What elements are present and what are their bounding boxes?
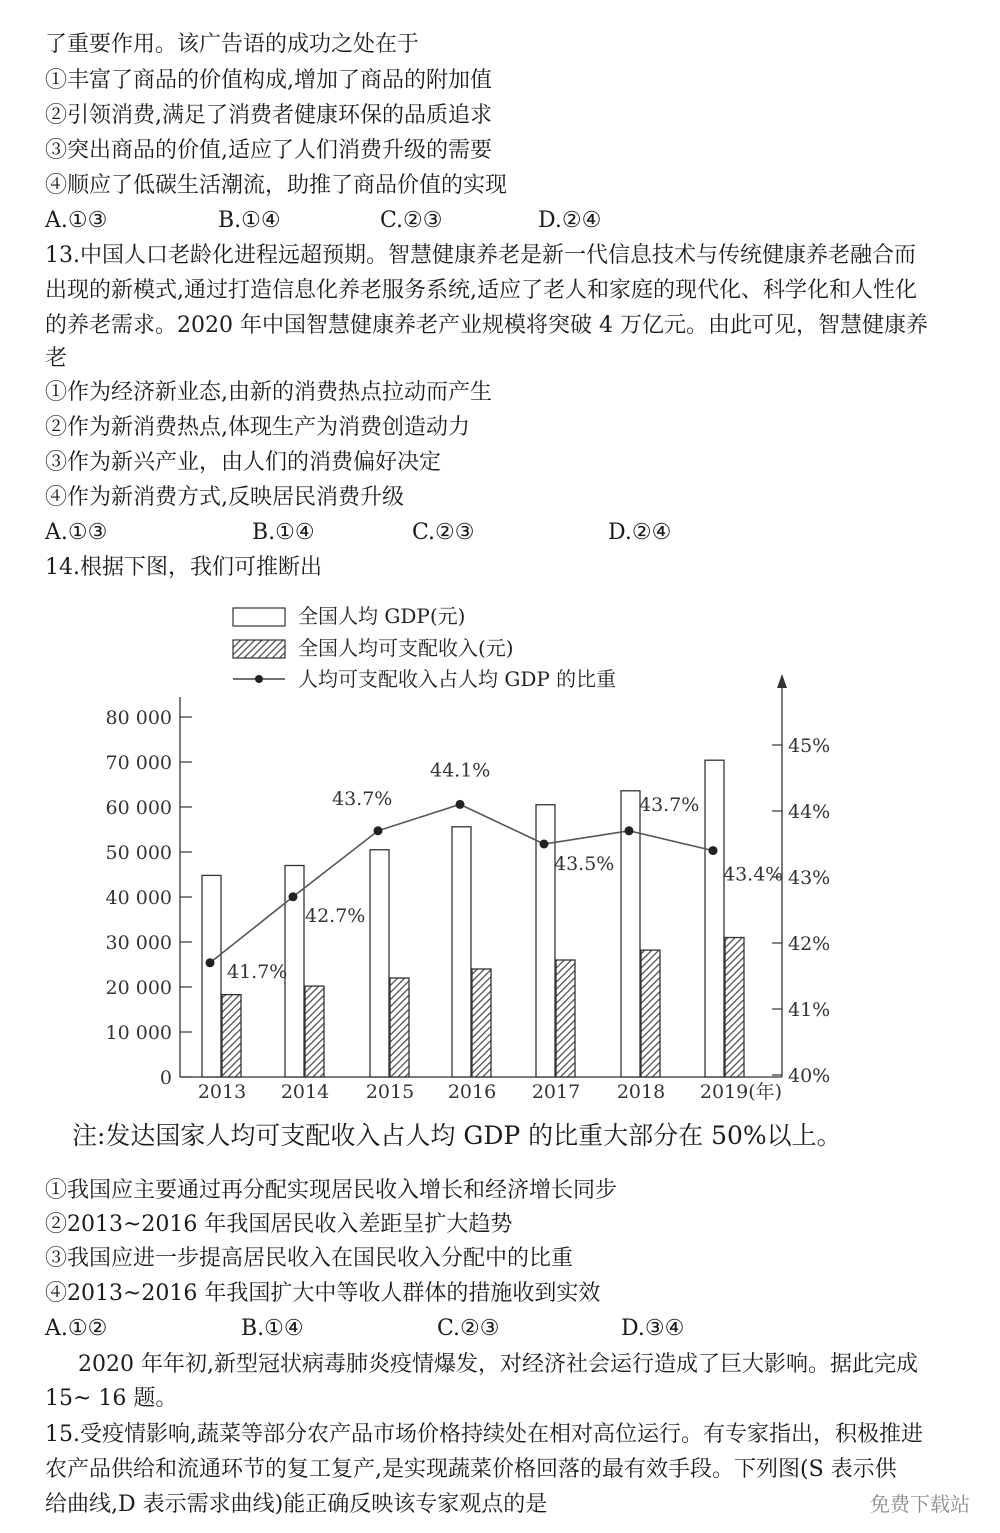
q13-stem-line: 出现的新模式,通过打造信息化养老服务系统,适应了老人和家庭的现代化、科学化和人性化 [45, 278, 917, 303]
x-tick-label: 2013 [197, 1081, 247, 1103]
bar-income [725, 938, 744, 1078]
y2-tick-label: 43% [788, 867, 831, 889]
q13-item: ②作为新消费热点,体现生产为消费创造动力 [45, 415, 470, 440]
q13-stem-line: 老 [45, 346, 68, 371]
ratio-point [709, 846, 718, 855]
q14-item: ④2013~2016 年我国扩大中等收人群体的措施收到实效 [45, 1281, 601, 1306]
q12-intro: 了重要作用。该广告语的成功之处在于 [45, 32, 420, 57]
bar-income [390, 978, 409, 1077]
bar-gdp [452, 827, 471, 1077]
q13-item: ①作为经济新业态,由新的消费热点拉动而产生 [45, 380, 492, 405]
q13-item: ③作为新兴产业，由人们的消费偏好决定 [45, 450, 442, 475]
y2-tick-label: 44% [788, 801, 831, 823]
q15-stem-line: 农产品供给和流通环节的复工复产,是实现蔬菜价格回落的最有效手段。下列图(S 表示供 [45, 1457, 897, 1482]
ratio-label: 42.7% [305, 904, 366, 927]
legend-swatch-income [233, 640, 285, 658]
q12-item: ①丰富了商品的价值构成,增加了商品的附加值 [45, 68, 492, 93]
q12-item: ④顺应了低碳生活潮流，助推了商品价值的实现 [45, 173, 508, 198]
y-tick-label: 30 000 [105, 932, 172, 954]
y-tick-label: 60 000 [105, 797, 172, 819]
q14-option-a[interactable]: A.①② [45, 1316, 108, 1341]
ratio-point [206, 958, 215, 967]
q14-item: ③我国应进一步提高居民收入在国民收入分配中的比重 [45, 1246, 574, 1271]
bar-gdp [370, 850, 389, 1077]
legend-label-ratio: 人均可支配收入占人均 GDP 的比重 [298, 667, 617, 691]
y-axis-right-arrow [777, 674, 787, 688]
x-tick-label: 2016 [447, 1081, 497, 1103]
q12-option-b[interactable]: B.①④ [218, 208, 281, 233]
legend-label-gdp: 全国人均 GDP(元) [298, 604, 466, 628]
y-tick-label: 40 000 [105, 887, 172, 909]
bar-gdp [705, 760, 724, 1077]
ratio-point [289, 892, 298, 901]
legend-label-income: 全国人均可支配收入(元) [298, 636, 514, 660]
ratio-label: 43.7% [332, 787, 393, 810]
q14-option-c[interactable]: C.②③ [437, 1316, 500, 1341]
q12-option-d[interactable]: D.②④ [538, 208, 602, 233]
y2-tick-label: 42% [788, 933, 831, 955]
x-tick-label: 2014 [280, 1081, 330, 1103]
y2-tick-label: 40% [788, 1065, 831, 1087]
bar-gdp [202, 875, 221, 1077]
ratio-label: 41.7% [227, 960, 288, 983]
context-line: 15~ 16 题。 [45, 1386, 178, 1411]
ratio-point [540, 840, 549, 849]
q14-option-b[interactable]: B.①④ [241, 1316, 304, 1341]
q13-option-b[interactable]: B.①④ [252, 520, 315, 545]
x-tick-label: 2017 [531, 1081, 581, 1103]
q13-stem-line: 13.中国人口老龄化进程远超预期。智慧健康养老是新一代信息技术与传统健康养老融合而 [45, 243, 916, 268]
y-tick-label: 80 000 [105, 707, 172, 729]
q14-item: ①我国应主要通过再分配实现居民收入增长和经济增长同步 [45, 1178, 618, 1203]
q12-item: ②引领消费,满足了消费者健康环保的品质追求 [45, 103, 492, 128]
ratio-label: 43.5% [554, 853, 615, 875]
q12-item: ③突出商品的价值,适应了人们消费升级的需要 [45, 138, 492, 163]
chart-note: 注:发达国家人均可支配收入占人均 GDP 的比重大部分在 50%以上。 [72, 1121, 842, 1150]
q13-option-d[interactable]: D.②④ [608, 520, 672, 545]
legend-swatch-gdp [233, 608, 285, 626]
q12-option-a[interactable]: A.①③ [45, 208, 108, 233]
legend-marker-ratio [255, 675, 263, 683]
q13-stem-line: 的养老需求。2020 年中国智慧健康养老产业规模将突破 4 万亿元。由此可见，智慧健康养 [45, 313, 928, 338]
chart [0, 590, 1000, 1110]
bar-income [472, 969, 491, 1077]
ratio-label: 43.4% [723, 863, 784, 886]
y2-tick-label: 45% [788, 735, 831, 757]
y2-tick-label: 41% [788, 999, 831, 1021]
chart-legend [233, 604, 616, 691]
y-tick-label: 70 000 [105, 752, 172, 774]
context-line: 2020 年年初,新型冠状病毒肺炎疫情爆发，对经济社会运行造成了巨大影响。据此完成 [78, 1352, 918, 1377]
bar-income [641, 950, 660, 1077]
q14-stem: 14.根据下图，我们可推断出 [45, 555, 322, 580]
y-tick-label: 10 000 [105, 1022, 172, 1044]
q15-stem-line: 给曲线,D 表示需求曲线)能正确反映该专家观点的是 [45, 1492, 548, 1517]
ratio-point [625, 826, 634, 835]
x-tick-label: 2015 [365, 1081, 415, 1103]
q14-option-d[interactable]: D.③④ [621, 1316, 685, 1341]
x-tick-label: 2018 [616, 1081, 666, 1103]
ratio-label: 43.7% [639, 793, 700, 816]
q13-option-c[interactable]: C.②③ [412, 520, 475, 545]
ratio-label: 44.1% [430, 759, 491, 782]
q15-stem-line: 15.受疫情影响,蔬菜等部分农产品市场价格持续处在相对高位运行。有专家指出，积极推进 [45, 1422, 923, 1447]
x-tick-label: 2019(年) [699, 1081, 783, 1103]
watermark: 免费下载站 [870, 1492, 970, 1516]
q12-option-c[interactable]: C.②③ [380, 208, 443, 233]
ratio-point [456, 800, 465, 809]
bar-income [556, 960, 575, 1077]
q13-option-a[interactable]: A.①③ [45, 520, 108, 545]
q13-item: ④作为新消费方式,反映居民消费升级 [45, 485, 404, 510]
ratio-point [374, 826, 383, 835]
y-tick-label: 0 [159, 1067, 172, 1089]
q14-item: ②2013~2016 年我国居民收入差距呈扩大趋势 [45, 1212, 513, 1237]
bar-income [305, 986, 324, 1077]
y-tick-label: 20 000 [105, 977, 172, 999]
y-tick-label: 50 000 [105, 842, 172, 864]
bar-income [222, 995, 241, 1077]
